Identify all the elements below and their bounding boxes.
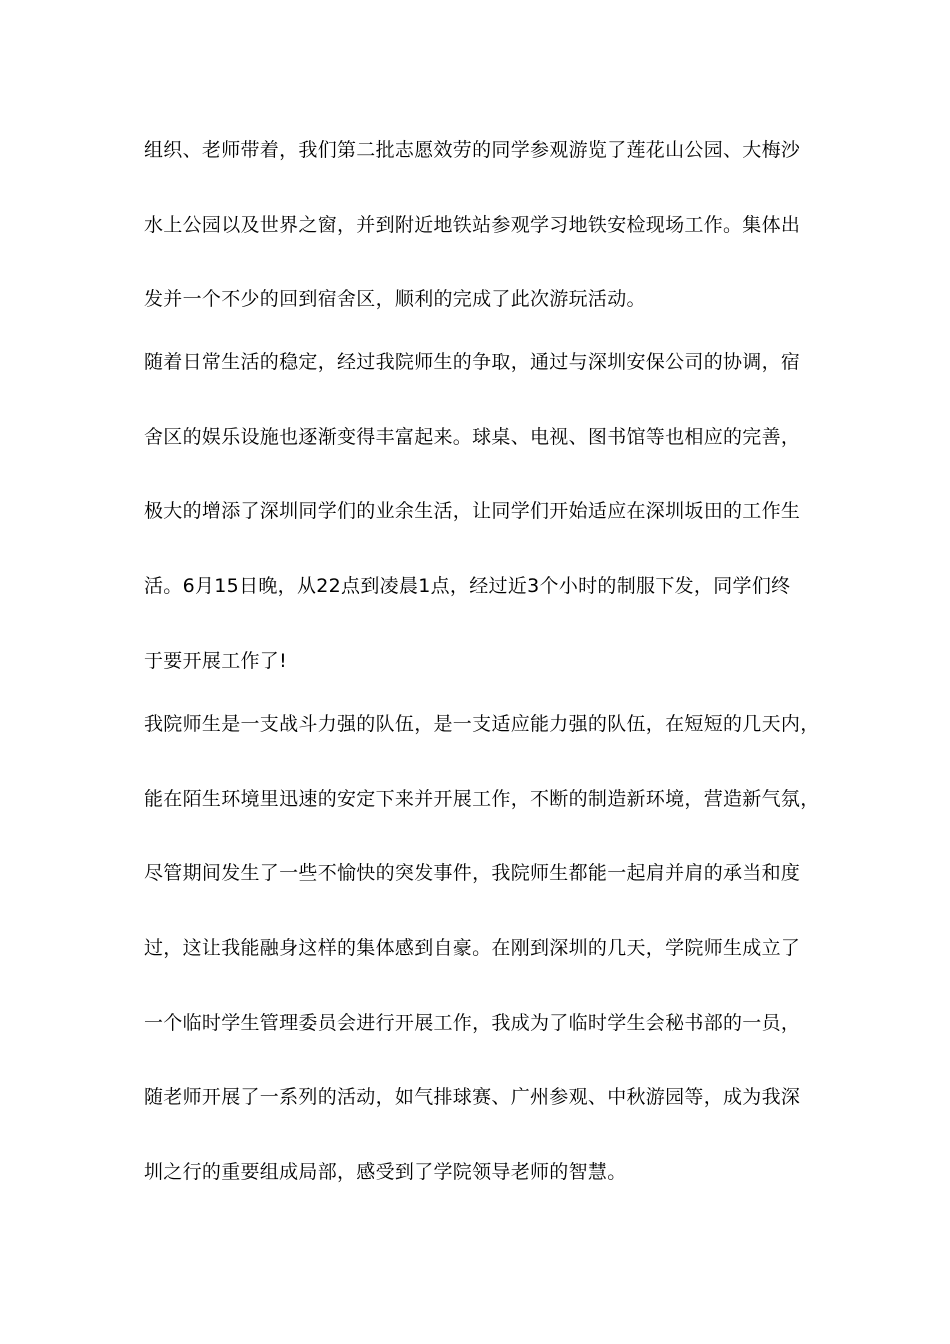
paragraph-line: 过，这让我能融身这样的集体感到自豪。在刚到深圳的几天，学院师生成立了 (144, 937, 801, 959)
paragraph-line: 于要开展工作了! (144, 650, 288, 672)
paragraph-line: 水上公园以及世界之窗，并到附近地铁站参观学习地铁安检现场工作。集体出 (144, 214, 801, 236)
paragraph-line: 极大的增添了深圳同学们的业余生活，让同学们开始适应在深圳坂田的工作生 (144, 500, 801, 522)
paragraph-line: 圳之行的重要组成局部，感受到了学院领导老师的智慧。 (144, 1161, 627, 1183)
paragraph-line: 尽管期间发生了一些不愉快的突发事件，我院师生都能一起肩并肩的承当和度 (144, 862, 801, 884)
paragraph-line: 能在陌生环境里迅速的安定下来并开展工作，不断的制造新环境，营造新气氛， (144, 788, 820, 810)
paragraph-line: 发并一个不少的回到宿舍区，顺利的完成了此次游玩活动。 (144, 288, 646, 310)
paragraph-line: 组织、老师带着，我们第二批志愿效劳的同学参观游览了莲花山公园、大梅沙 (144, 139, 801, 161)
paragraph-line: 舍区的娱乐设施也逐渐变得丰富起来。球桌、电视、图书馆等也相应的完善， (144, 426, 801, 448)
paragraph-line: 随着日常生活的稳定，经过我院师生的争取，通过与深圳安保公司的协调，宿 (144, 351, 801, 373)
paragraph-line: 活。6月15日晚，从22点到凌晨1点，经过近3个小时的制服下发，同学们终 (144, 575, 791, 597)
paragraph-line: 随老师开展了一系列的活动，如气排球赛、广州参观、中秋游园等，成为我深 (144, 1086, 801, 1108)
paragraph-line: 我院师生是一支战斗力强的队伍，是一支适应能力强的队伍，在短短的几天内， (144, 713, 820, 735)
paragraph-line: 一个临时学生管理委员会进行开展工作，我成为了临时学生会秘书部的一员， (144, 1012, 801, 1034)
